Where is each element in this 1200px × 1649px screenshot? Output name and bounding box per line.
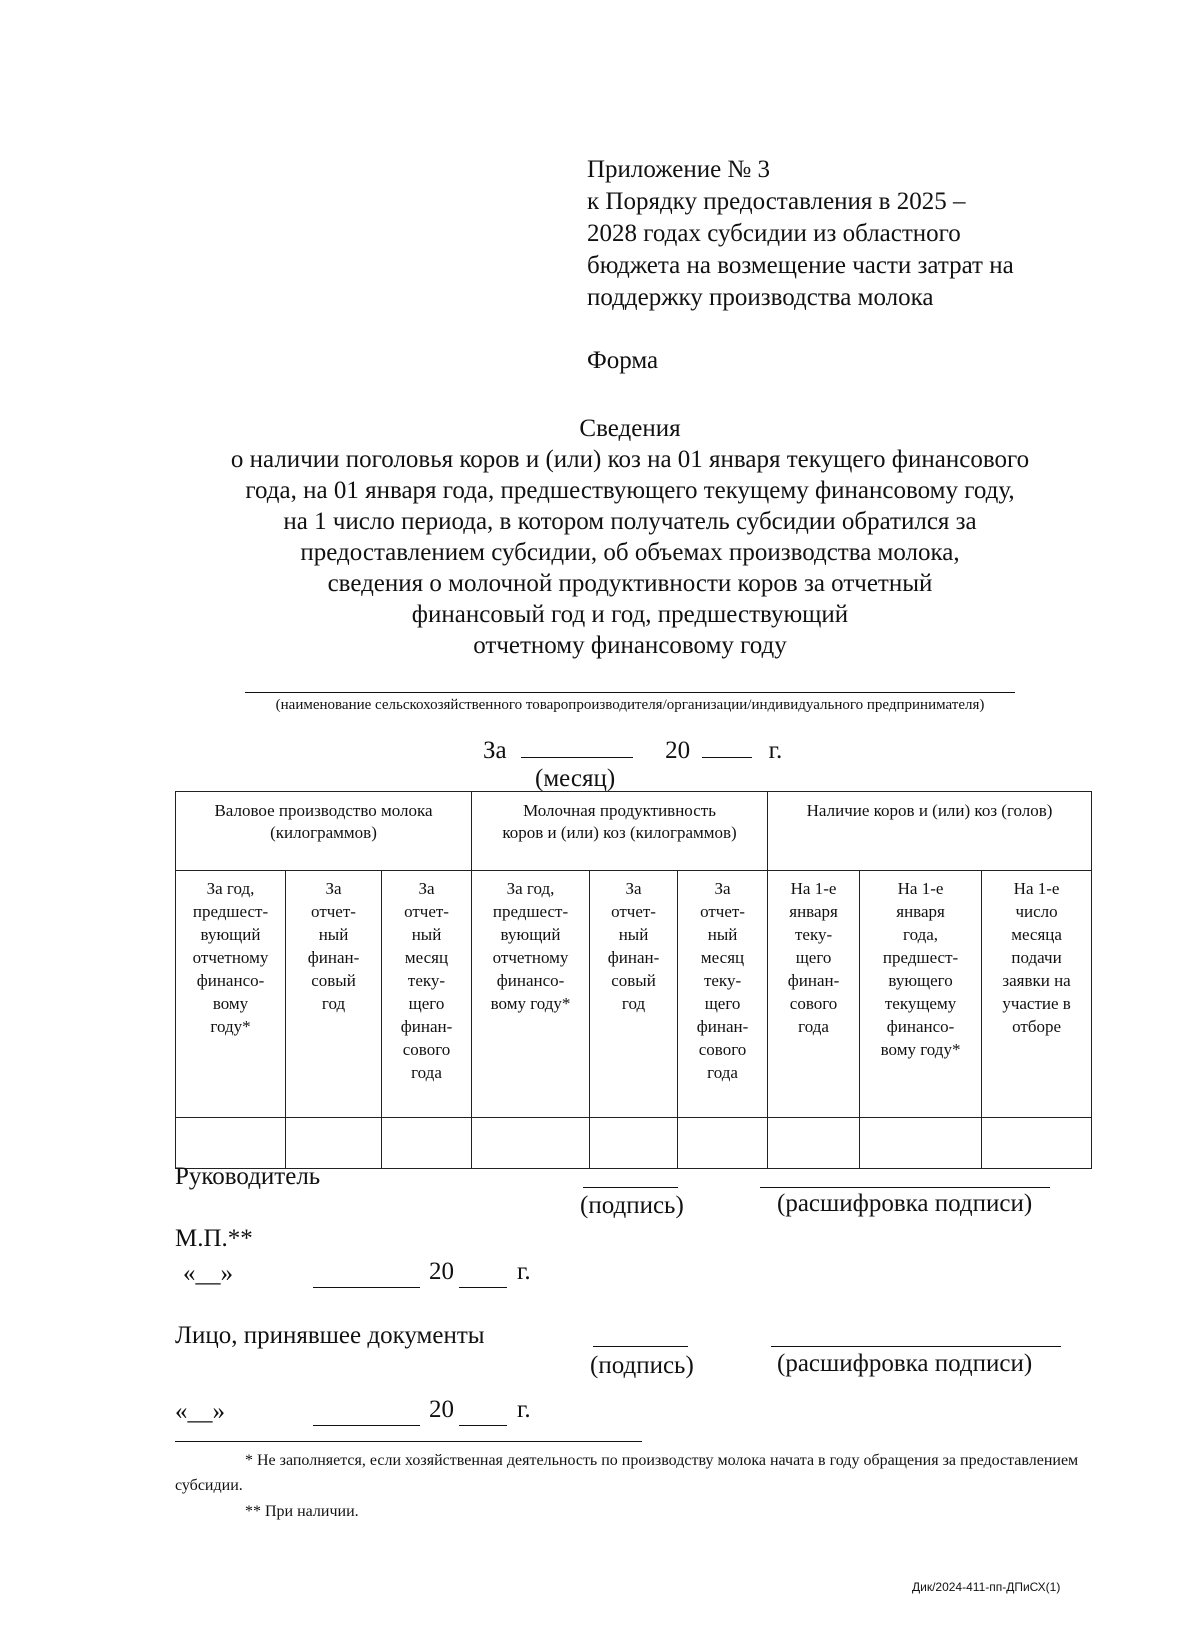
group-header-label: Наличие коров и (или) коз (голов) bbox=[806, 801, 1053, 820]
table-cell[interactable] bbox=[768, 1118, 860, 1169]
group-header-row bbox=[176, 792, 1092, 871]
group-header-label: Валовое производство молока (килограммов) bbox=[214, 801, 433, 842]
org-name-line[interactable] bbox=[245, 692, 1015, 693]
table-cell[interactable] bbox=[286, 1118, 382, 1169]
table-cell[interactable] bbox=[176, 1118, 286, 1169]
group-header-livestock bbox=[768, 792, 1092, 871]
table-row bbox=[176, 1118, 1092, 1169]
accept-signature-line[interactable] bbox=[593, 1346, 688, 1347]
accept-name-line[interactable] bbox=[771, 1346, 1061, 1347]
table-cell[interactable] bbox=[382, 1118, 472, 1169]
head-signature-line[interactable] bbox=[583, 1187, 678, 1188]
date-year-line[interactable] bbox=[459, 1425, 507, 1426]
table-cell[interactable] bbox=[860, 1118, 982, 1169]
footnote-divider bbox=[175, 1441, 642, 1442]
date-year-line[interactable] bbox=[459, 1287, 507, 1288]
head-label: Руководитель bbox=[175, 1163, 321, 1190]
appendix-line: поддержку производства молока bbox=[587, 284, 934, 311]
document-title bbox=[150, 413, 1110, 661]
group-header-label: Молочная продуктивность коров и (или) коз (килограммов) bbox=[502, 801, 737, 842]
period-line bbox=[483, 733, 782, 765]
table-cell[interactable] bbox=[678, 1118, 768, 1169]
group-header-production bbox=[176, 792, 472, 871]
month-caption: (месяц) bbox=[535, 765, 616, 792]
signature-caption: (подпись) bbox=[580, 1192, 684, 1219]
sub-header-cell: На 1-е января года, предшест- вующего текущему финансо- вому году* bbox=[860, 871, 982, 1118]
sub-header-cell: За отчет- ный финан- совый год bbox=[286, 871, 382, 1118]
footnote-2: ** При наличии. bbox=[245, 1503, 359, 1520]
group-header-productivity bbox=[472, 792, 768, 871]
data-table bbox=[175, 791, 1092, 1169]
accept-label: Лицо, принявшее документы bbox=[175, 1322, 485, 1349]
date-month-line[interactable] bbox=[313, 1425, 420, 1426]
table-cell[interactable] bbox=[982, 1118, 1092, 1169]
sub-header-cell: За отчет- ный финан- совый год bbox=[590, 871, 678, 1118]
document-id: Дик/2024-411-пп-ДПиСХ(1) bbox=[912, 1580, 1061, 1594]
title-heading: Сведения bbox=[579, 415, 681, 442]
appendix-block bbox=[587, 154, 1107, 314]
date-quote: «__» bbox=[183, 1260, 233, 1287]
appendix-line: Приложение № 3 bbox=[587, 156, 771, 183]
date-month-line[interactable] bbox=[313, 1287, 420, 1288]
year-field[interactable] bbox=[702, 733, 752, 758]
footnote-1: * Не заполняется, если хозяйственная деятельность по производству молока начата в году обращения за предоставлением субсидии. bbox=[175, 1452, 1079, 1494]
head-name-line[interactable] bbox=[760, 1187, 1050, 1188]
date-year-prefix: 20 bbox=[429, 1258, 454, 1285]
sub-header-cell: На 1-е января теку- щего финан- сового года bbox=[768, 871, 860, 1118]
org-name-caption: (наименование сельскохозяйственного товаропроизводителя/организации/индивидуального предпринимателя) bbox=[275, 697, 985, 713]
date-suffix: г. bbox=[517, 1396, 531, 1423]
sub-header-cell: За отчет- ный месяц теку- щего финан- сового года bbox=[382, 871, 472, 1118]
appendix-line: к Порядку предоставления в 2025 – bbox=[587, 188, 966, 215]
period-suffix: г. bbox=[768, 737, 783, 764]
date-suffix: г. bbox=[517, 1258, 531, 1285]
month-field[interactable] bbox=[521, 733, 633, 758]
title-body: о наличии поголовья коров и (или) коз на 01 января текущего финансового года, на 01 января года, предшествующего текущему финансовому году, на 1 число периода, в котором получатель субсидии обратился за предоставлением субсидии, об объемах производства молока, сведения о молочной продуктивности коров за отчетный финансовый год и год, предшествующий отчетному финансовому году bbox=[230, 446, 1030, 659]
date-quote: «__» bbox=[175, 1398, 225, 1425]
table-cell[interactable] bbox=[590, 1118, 678, 1169]
date-year-prefix: 20 bbox=[429, 1396, 454, 1423]
appendix-line: бюджета на возмещение части затрат на bbox=[587, 252, 1014, 279]
period-year-prefix: 20 bbox=[665, 737, 691, 764]
sub-header-cell: За отчет- ный месяц теку- щего финан- сового года bbox=[678, 871, 768, 1118]
signature-caption: (подпись) bbox=[590, 1352, 694, 1379]
sub-header-cell: За год, предшест- вующий отчетному финансо- вому году* bbox=[176, 871, 286, 1118]
sub-header-cell: За год, предшест- вующий отчетному финансо- вому году* bbox=[472, 871, 590, 1118]
sub-header-row bbox=[176, 871, 1092, 1118]
sub-header-cell: На 1-е число месяца подачи заявки на участие в отборе bbox=[982, 871, 1092, 1118]
appendix-line: 2028 годах субсидии из областного bbox=[587, 220, 961, 247]
decode-caption: (расшифровка подписи) bbox=[777, 1350, 1033, 1377]
stamp-label: М.П.** bbox=[175, 1225, 253, 1252]
table-cell[interactable] bbox=[472, 1118, 590, 1169]
form-label: Форма bbox=[587, 347, 659, 374]
period-prefix: За bbox=[483, 737, 507, 764]
decode-caption: (расшифровка подписи) bbox=[777, 1190, 1033, 1217]
